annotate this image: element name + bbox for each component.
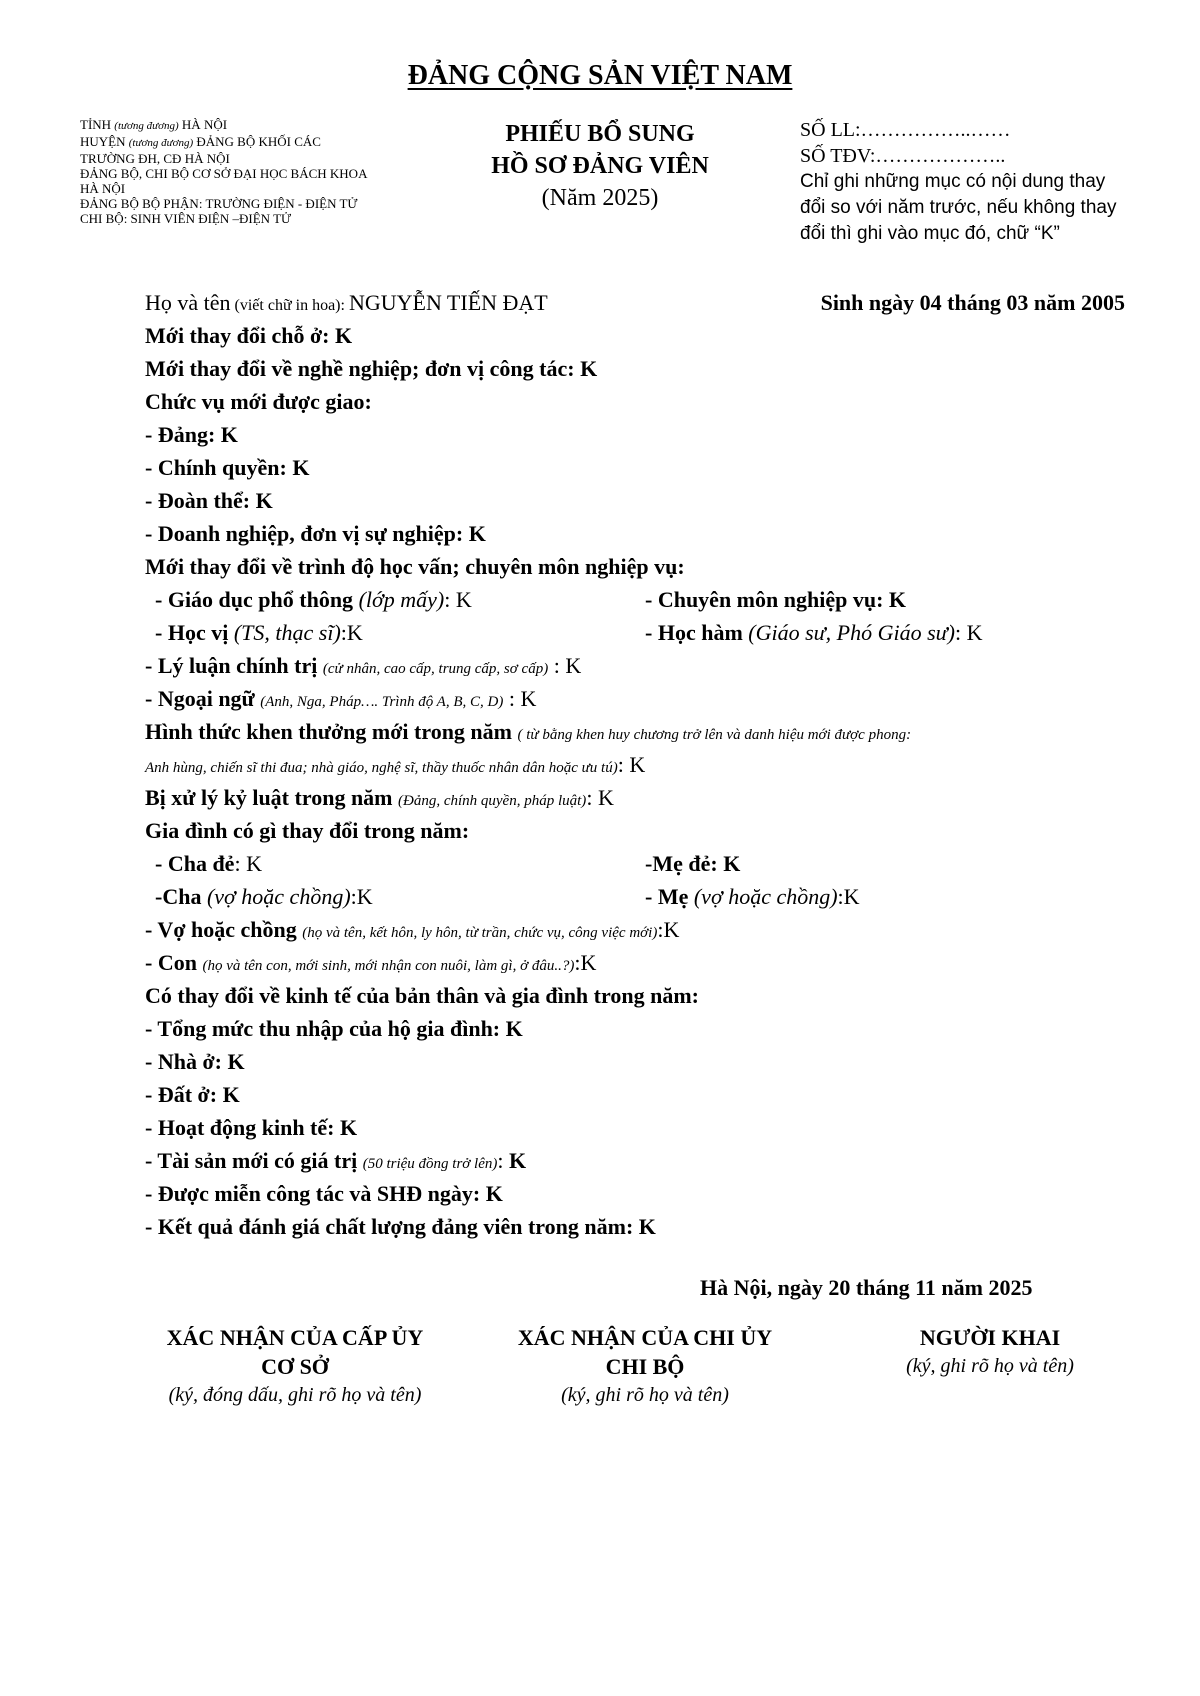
signing-date: Hà Nội, ngày 20 tháng 11 năm 2025 (700, 1275, 1033, 1300)
birth-date: Sinh ngày 04 tháng 03 năm 2005 (820, 290, 1125, 315)
signature-base-committee: XÁC NHẬN CỦA CẤP ỦY CƠ SỞ (ký, đóng dấu, ghi rõ họ và tên) (166, 1325, 424, 1406)
award-line-2: Anh hùng, chiến sĩ thi đua; nhà giáo, nghệ sĩ, thầy thuốc nhân dân hoặc ưu tú): K (145, 752, 646, 777)
economy-heading: Có thay đổi về kinh tế của bản thân và gia đình trong năm: (145, 983, 699, 1008)
party-position-line: - Đảng: K (145, 422, 238, 447)
positions-heading: Chức vụ mới được giao: (145, 389, 372, 414)
politics-line: - Lý luận chính trị (cử nhân, cao cấp, trung cấp, sơ cấp) : K (145, 653, 582, 678)
union-position-line: - Đoàn thể: K (145, 488, 273, 513)
org-line-7: CHI BỘ: SINH VIÊN ĐIỆN –ĐIỆN TỬ (80, 211, 292, 226)
so-tdv: SỐ TĐV:……………….. (800, 145, 1006, 167)
form-title-line-2: HỒ SƠ ĐẢNG VIÊN (491, 153, 709, 179)
organization-block (80, 117, 460, 226)
family-heading: Gia đình có gì thay đổi trong năm: (145, 818, 470, 843)
job-line: Mới thay đổi về nghề nghiệp; đơn vị công tác: K (145, 356, 598, 381)
land-line: - Đất ở: K (145, 1082, 240, 1107)
business-line: - Hoạt động kinh tế: K (145, 1115, 358, 1140)
form-body (145, 286, 1145, 1243)
education-row-2: - Học vị (TS, thạc sĩ):K - Học hàm (Giáo sư, Phó Giáo sư): K (155, 620, 983, 645)
name-line: Họ và tên (viết chữ in hoa): NGUYỄN TIẾN ĐẠT Sinh ngày 04 tháng 03 năm 2005 (145, 286, 1145, 319)
discipline-line: Bị xử lý kỷ luật trong năm (Đảng, chính quyền, pháp luật): K (145, 785, 614, 810)
enterprise-position-line: - Doanh nghiệp, đơn vị sự nghiệp: K (145, 521, 486, 546)
so-ll: SỐ LL:……………..…… (800, 119, 1011, 141)
form-title (450, 118, 750, 214)
award-line: Hình thức khen thưởng mới trong năm ( từ bằng khen huy chương trở lên và danh hiệu mới được phong: (145, 719, 912, 744)
parents-in-law-row: -Cha (vợ hoặc chồng):K - Mẹ (vợ hoặc chồng):K (155, 884, 860, 909)
org-line-3: TRƯỜNG ĐH, CĐ HÀ NỘI (80, 151, 230, 166)
party-title: ĐẢNG CỘNG SẢN VIỆT NAM (407, 60, 793, 91)
assets-line: - Tài sản mới có giá trị (50 triệu đồng trở lên): K (145, 1148, 527, 1173)
signature-declarant: NGƯỜI KHAI (ký, ghi rõ họ và tên) (906, 1325, 1074, 1377)
children-line: - Con (họ và tên con, mới sinh, mới nhận con nuôi, làm gì, ở đâu..?):K (145, 950, 597, 975)
org-line-5: HÀ NỘI (80, 181, 126, 196)
exempt-line: - Được miễn công tác và SHĐ ngày: K (145, 1181, 503, 1206)
education-heading: Mới thay đổi về trình độ học vấn; chuyên môn nghiệp vụ: (145, 554, 685, 579)
education-row-1: - Giáo dục phổ thông (lớp mấy): K - Chuyên môn nghiệp vụ: K (155, 587, 907, 612)
residence-line: Mới thay đổi chỗ ở: K (145, 323, 353, 348)
evaluation-line: - Kết quả đánh giá chất lượng đảng viên trong năm: K (145, 1214, 656, 1239)
income-line: - Tổng mức thu nhập của hộ gia đình: K (145, 1016, 523, 1041)
org-line-4: ĐẢNG BỘ, CHI BỘ CƠ SỞ ĐẠI HỌC BÁCH KHOA (80, 166, 368, 181)
house-line: - Nhà ở: K (145, 1049, 245, 1074)
org-line-6: ĐẢNG BỘ BỘ PHẬN: TRƯỜNG ĐIỆN - ĐIỆN TỬ (80, 196, 358, 211)
form-title-line-1: PHIẾU BỔ SUNG (505, 121, 695, 147)
government-position-line: - Chính quyền: K (145, 455, 310, 480)
spouse-line: - Vợ hoặc chồng (họ và tên, kết hôn, ly hôn, từ trần, chức vụ, công việc mới):K (145, 917, 680, 942)
org-line-district: HUYỆN (tương đương) ĐẢNG BỘ KHỐI CÁC (80, 134, 321, 149)
language-line: - Ngoại ngữ (Anh, Nga, Pháp…. Trình độ A, B, C, D) : K (145, 686, 537, 711)
org-line-province: TỈNH (tương đương) HÀ NỘI (80, 117, 228, 132)
person-name: NGUYỄN TIẾN ĐẠT (348, 290, 548, 315)
reference-block (800, 117, 1130, 247)
instruction-note: Chỉ ghi những mục có nội dung thay đổi so với năm trước, nếu không thay đổi thì ghi vào mục đó, chữ “K” (800, 171, 1117, 244)
parents-row: - Cha đẻ: K -Mẹ đẻ: K (155, 851, 741, 876)
signature-branch-committee: XÁC NHẬN CỦA CHI ỦY CHI BỘ (ký, ghi rõ họ và tên) (517, 1325, 773, 1406)
form-year: (Năm 2025) (541, 185, 659, 211)
